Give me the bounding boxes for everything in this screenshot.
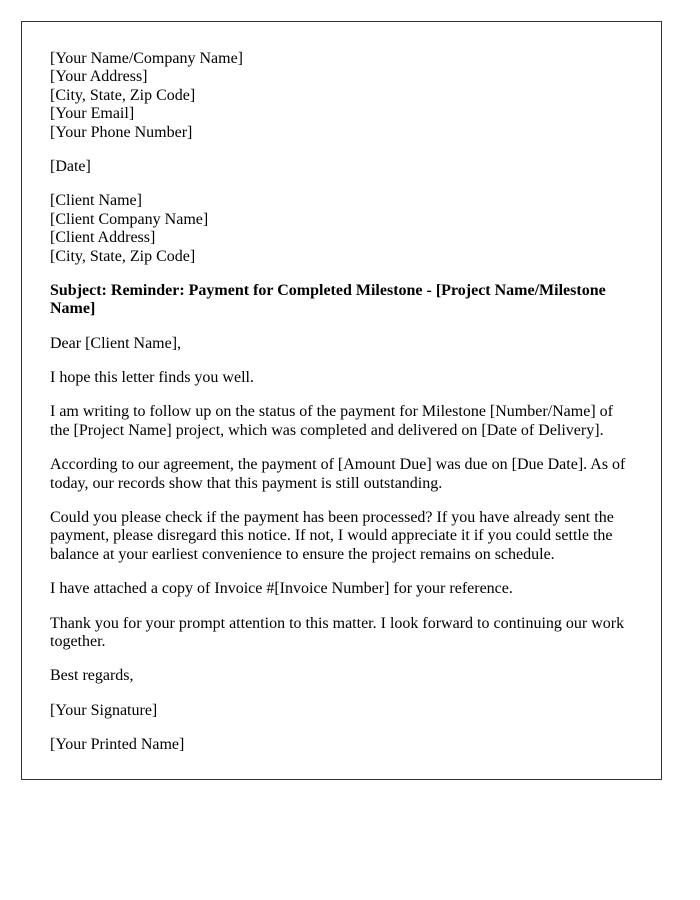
signature-placeholder: [Your Signature]	[50, 701, 158, 719]
body-paragraph-invoice: I have attached a copy of Invoice #[Invoice Number] for your reference.	[50, 580, 513, 598]
recipient-company: [Client Company Name]	[50, 210, 209, 228]
sender-block	[50, 50, 633, 142]
sender-address: [Your Address]	[50, 68, 148, 86]
body-paragraph-greeting: I hope this letter finds you well.	[50, 369, 254, 387]
body-paragraph-followup: I am writing to follow up on the status of the payment for Milestone [Number/Name] of the [Project Name] project, which was completed and delivered on [Date of Delivery].	[50, 403, 613, 439]
sender-email: [Your Email]	[50, 105, 135, 123]
recipient-address: [Client Address]	[50, 229, 156, 247]
date-line: [Date]	[50, 157, 91, 175]
sender-city-state-zip: [City, State, Zip Code]	[50, 86, 196, 104]
recipient-city-state-zip: [City, State, Zip Code]	[50, 247, 196, 265]
subject-line: Subject: Reminder: Payment for Completed Milestone - [Project Name/Milestone Name]	[50, 281, 606, 318]
sender-name: [Your Name/Company Name]	[50, 50, 244, 67]
body-paragraph-agreement: According to our agreement, the payment of [Amount Due] was due on [Due Date]. As of today, our records show that this payment is still outstanding.	[50, 456, 626, 492]
recipient-block	[50, 192, 633, 266]
sender-phone: [Your Phone Number]	[50, 123, 193, 141]
body-paragraph-thanks: Thank you for your prompt attention to this matter. I look forward to continuing our work together.	[50, 614, 625, 650]
printed-name-placeholder: [Your Printed Name]	[50, 736, 185, 754]
closing: Best regards,	[50, 667, 134, 685]
letter-container	[21, 21, 662, 780]
salutation: Dear [Client Name],	[50, 334, 182, 352]
recipient-name: [Client Name]	[50, 192, 142, 210]
body-paragraph-request: Could you please check if the payment has been processed? If you have already sent the payment, please disregard this notice. If not, I would appreciate it if you could settle the balance at your earliest convenience to ensure the project remains on schedule.	[50, 509, 614, 563]
